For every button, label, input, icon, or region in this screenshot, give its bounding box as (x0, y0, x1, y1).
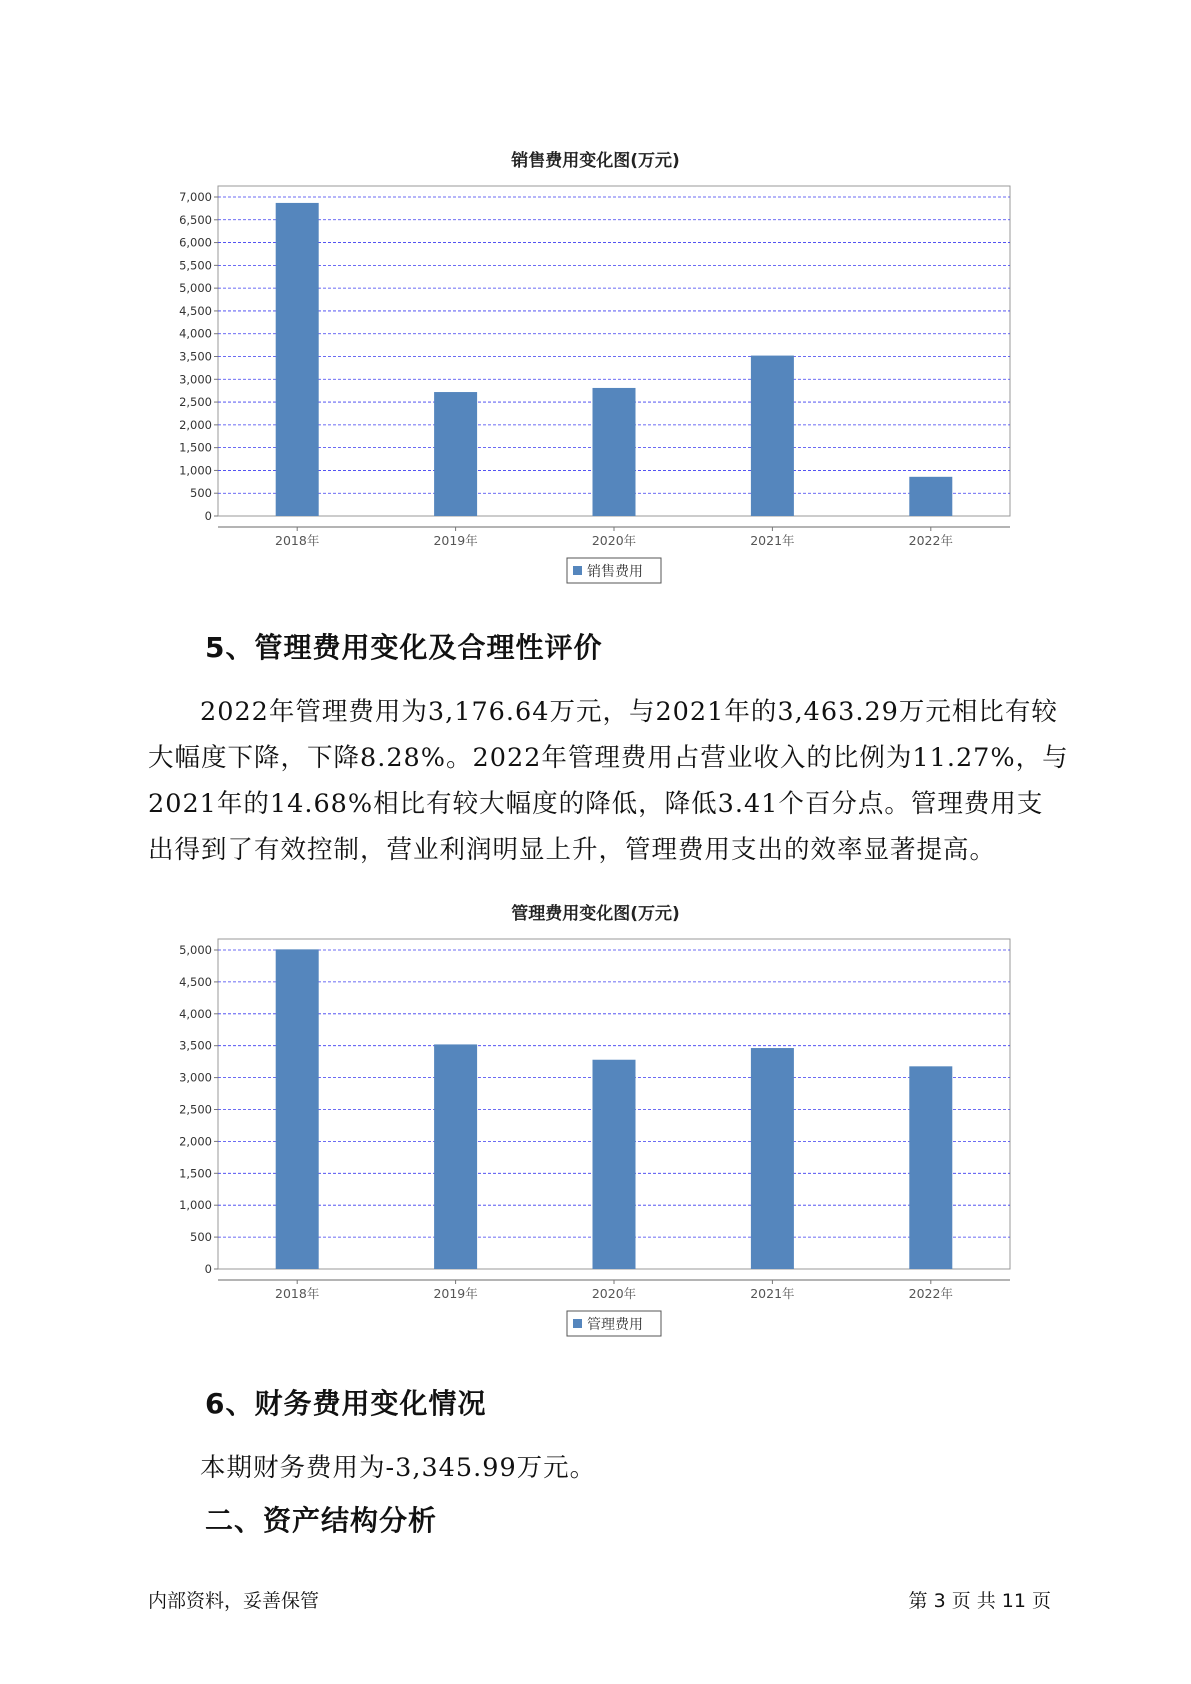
x-tick-label: 2020年 (591, 533, 637, 548)
y-tick-label: 6,000 (179, 235, 212, 250)
y-tick-label: 3,500 (179, 349, 212, 364)
y-tick-label: 2,500 (179, 395, 212, 410)
y-tick-label: 500 (190, 486, 212, 501)
y-tick-label: 5,000 (179, 943, 212, 957)
footer-confidential-note: 内部资料，妥善保管 (148, 1590, 320, 1612)
legend-swatch (573, 1319, 582, 1328)
y-tick-label: 5,500 (179, 258, 212, 273)
y-tick-label: 5,000 (179, 281, 212, 296)
chart-title-admin: 管理费用变化图(万元) (511, 904, 680, 924)
y-tick-label: 3,500 (179, 1038, 212, 1053)
y-tick-label: 1,500 (179, 440, 212, 455)
x-tick-label: 2021年 (750, 1286, 795, 1301)
bar (276, 949, 319, 1269)
y-tick-label: 2,000 (179, 1134, 212, 1149)
section-heading-finance-expense: 6、财务费用变化情况 (205, 1387, 487, 1420)
finance-expense-text: 本期财务费用为-3,345.99万元。 (200, 1453, 597, 1483)
bar (593, 1060, 636, 1269)
paragraph-line: 出得到了有效控制，营业利润明显上升，管理费用支出的效率显著提高。 (148, 835, 997, 865)
bar (909, 1066, 952, 1269)
y-tick-label: 3,000 (179, 1070, 212, 1085)
bar (751, 1048, 794, 1269)
y-tick-label: 3,000 (179, 372, 212, 387)
y-tick-label: 1,000 (179, 1198, 212, 1213)
footer-page-number: 第 3 页 共 11 页 (908, 1590, 1051, 1612)
x-tick-label: 2019年 (433, 533, 478, 548)
x-tick-label: 2020年 (591, 1286, 637, 1301)
y-tick-label: 4,000 (179, 1006, 212, 1021)
paragraph-line: 大幅度下降，下降8.28%。2022年管理费用占营业收入的比例为11.27%，与 (148, 743, 1069, 773)
y-tick-label: 4,000 (179, 326, 212, 341)
paragraph-line: 2022年管理费用为3,176.64万元，与2021年的3,463.29万元相比有较 (200, 697, 1058, 727)
chart-title-sales: 销售费用变化图(万元) (511, 151, 680, 171)
y-tick-label: 1,500 (179, 1166, 212, 1181)
x-tick-label: 2022年 (908, 533, 953, 548)
x-tick-label: 2022年 (908, 1286, 953, 1301)
y-tick-label: 4,500 (179, 303, 212, 318)
y-tick-label: 4,500 (179, 974, 212, 989)
paragraph-line: 2021年的14.68%相比有较大幅度的降低，降低3.41个百分点。管理费用支 (148, 789, 1044, 819)
y-tick-label: 0 (204, 1262, 212, 1276)
x-tick-label: 2019年 (433, 1286, 478, 1301)
bar (434, 1044, 477, 1269)
legend-label: 管理费用 (587, 1317, 643, 1333)
y-tick-label: 500 (190, 1230, 212, 1245)
section-heading-asset-structure: 二、资产结构分析 (205, 1504, 438, 1537)
y-tick-label: 0 (204, 509, 212, 523)
x-tick-label: 2021年 (750, 533, 795, 548)
y-tick-label: 1,000 (179, 463, 212, 478)
x-tick-label: 2018年 (275, 1286, 320, 1301)
x-tick-label: 2018年 (275, 533, 320, 548)
y-tick-label: 7,000 (179, 190, 212, 204)
y-tick-label: 2,000 (179, 417, 212, 432)
y-tick-label: 6,500 (179, 212, 212, 227)
section-heading-admin-expense: 5、管理费用变化及合理性评价 (205, 631, 603, 664)
legend-label: 销售费用 (587, 564, 643, 580)
y-tick-label: 2,500 (179, 1102, 212, 1117)
